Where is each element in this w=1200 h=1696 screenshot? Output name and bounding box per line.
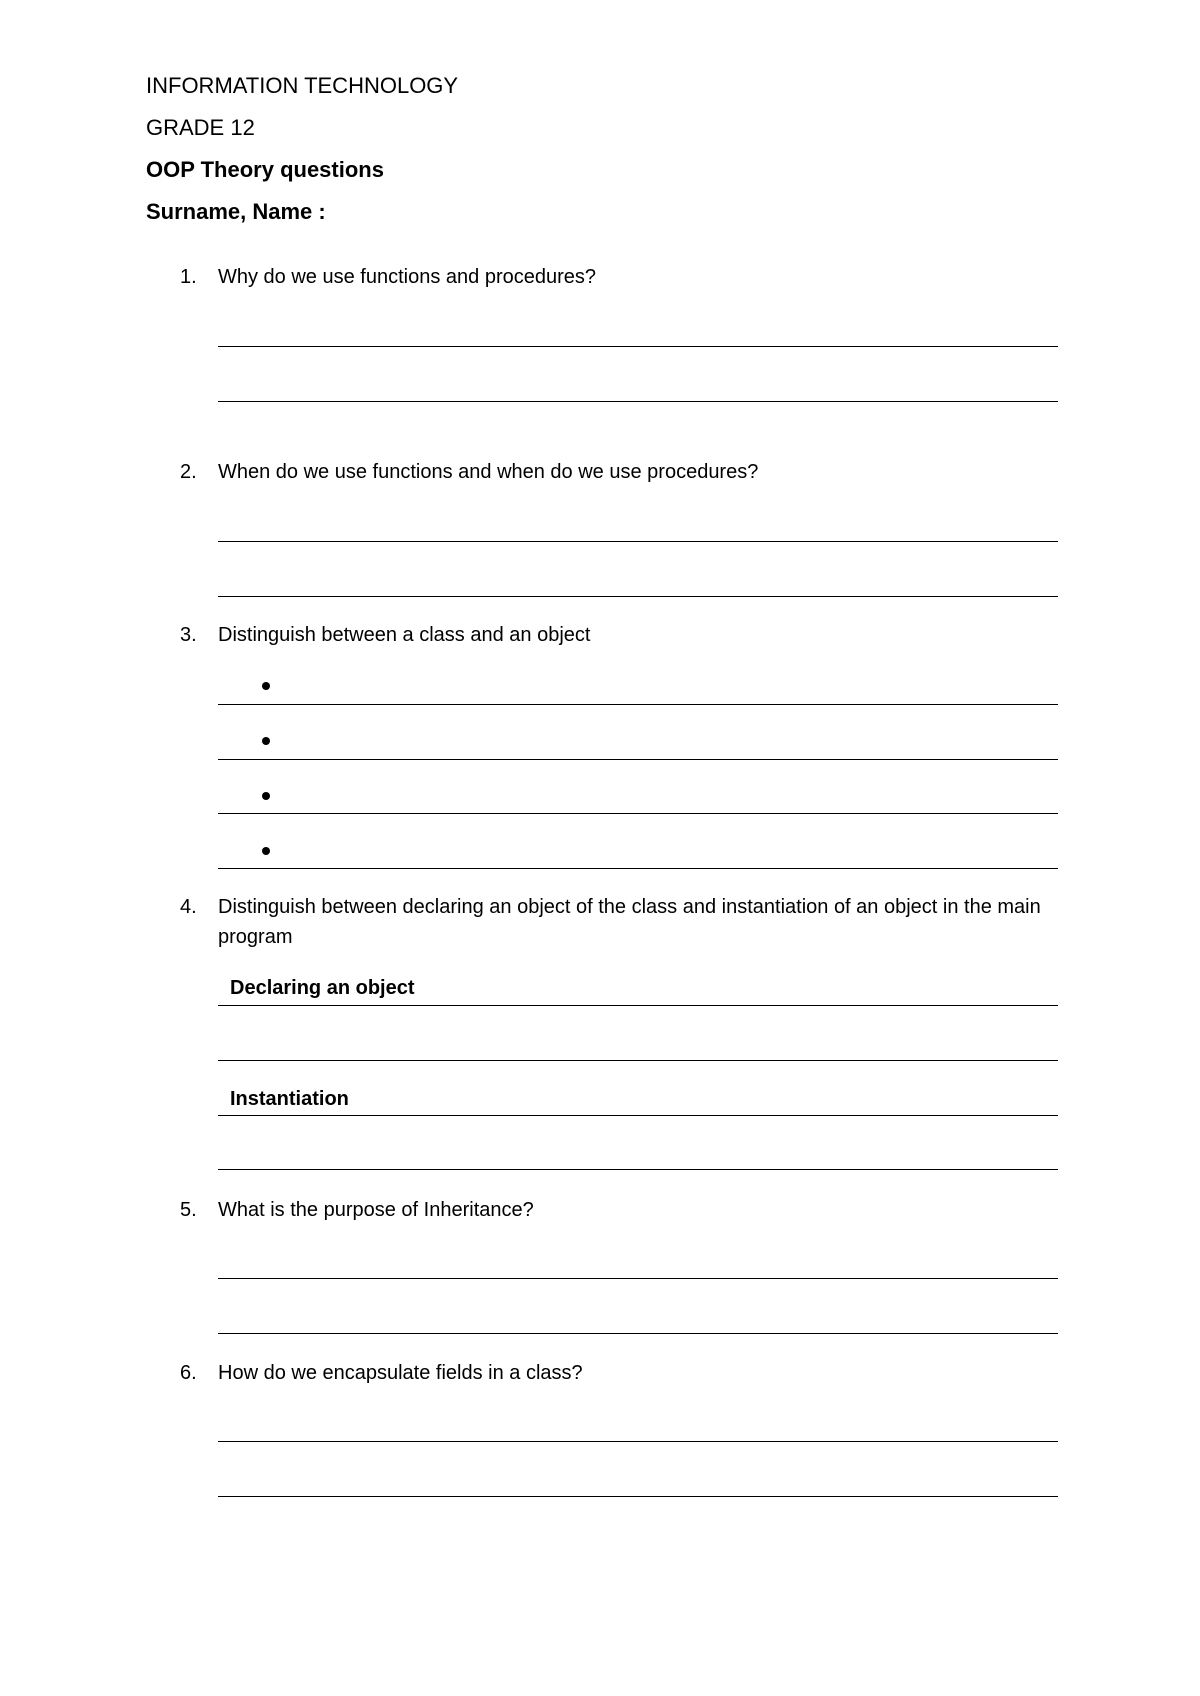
question-text: When do we use functions and when do we use procedures? [218, 461, 759, 483]
question-number: 5. [180, 1199, 197, 1221]
bullet-point [262, 682, 270, 690]
answer-line[interactable] [218, 1496, 1058, 1497]
name-field-label: Surname, Name : [146, 199, 326, 224]
question-number: 2. [180, 461, 197, 483]
grade-heading: GRADE 12 [146, 115, 255, 140]
question-number: 3. [180, 624, 197, 646]
answer-line[interactable] [218, 1005, 1058, 1006]
question-text: Why do we use functions and procedures? [218, 266, 596, 288]
bullet-point [262, 792, 270, 800]
bullet-point [262, 737, 270, 745]
question-number: 1. [180, 266, 197, 288]
question-number: 4. [180, 896, 197, 918]
question-text: Distinguish between declaring an object of the class and instantiation of an object in the main program [218, 896, 1041, 948]
answer-line[interactable] [218, 1333, 1058, 1334]
worksheet-title: OOP Theory questions [146, 157, 384, 182]
question-number: 6. [180, 1362, 197, 1384]
instantiation-label: Instantiation [230, 1088, 349, 1110]
subject-heading: INFORMATION TECHNOLOGY [146, 73, 459, 98]
question-text: How do we encapsulate fields in a class? [218, 1362, 583, 1384]
question-text: Distinguish between a class and an object [218, 624, 591, 646]
answer-line[interactable] [218, 813, 1058, 814]
answer-line[interactable] [218, 1169, 1058, 1170]
answer-line[interactable] [218, 541, 1058, 542]
answer-line[interactable] [218, 704, 1058, 705]
answer-line[interactable] [218, 1278, 1058, 1279]
answer-line[interactable] [218, 1060, 1058, 1061]
bullet-point [262, 847, 270, 855]
answer-line[interactable] [218, 1441, 1058, 1442]
answer-line[interactable] [218, 596, 1058, 597]
answer-line[interactable] [218, 868, 1058, 869]
answer-line[interactable] [218, 1115, 1058, 1116]
answer-line[interactable] [218, 759, 1058, 760]
answer-line[interactable] [218, 346, 1058, 347]
answer-line[interactable] [218, 401, 1058, 402]
declaring-label: Declaring an object [230, 977, 415, 999]
question-text: What is the purpose of Inheritance? [218, 1199, 534, 1221]
